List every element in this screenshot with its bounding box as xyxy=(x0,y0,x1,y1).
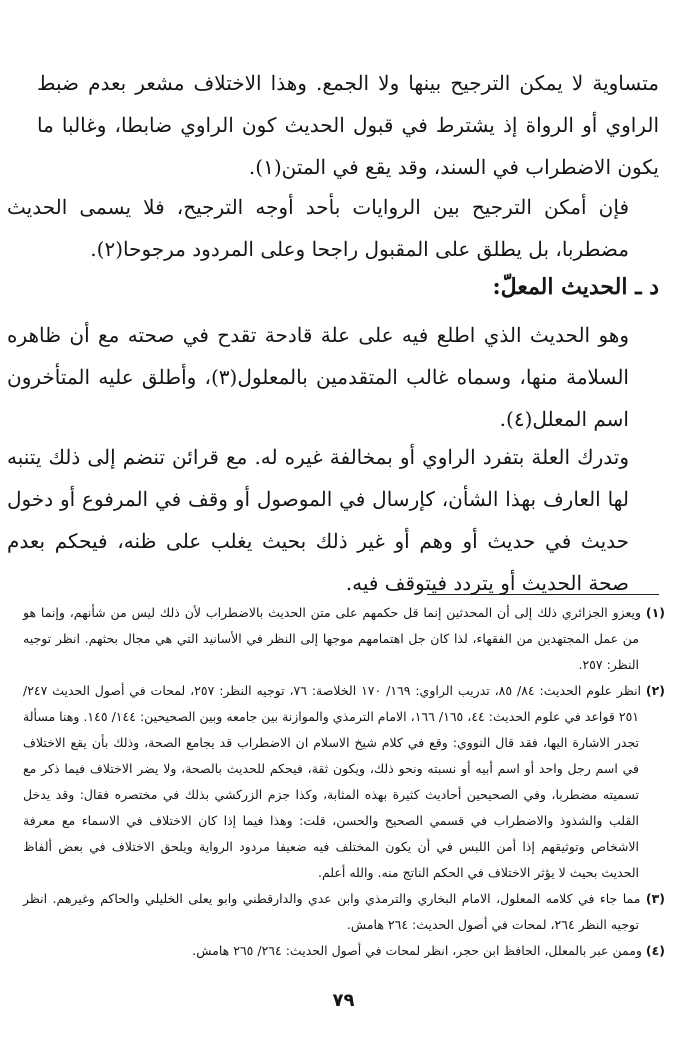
paragraph-idtirab-definition: متساوية لا يمكن الترجيح بينها ولا الجمع. وهذا الاختلاف مشعر بعدم ضبط الراوي أو الرواة إذ يشترط في قبول الحديث كون الراوي ضابطا، وغالبا ما يكون الاضطراب في السند، وقد يقع في المتن(١). xyxy=(37,71,659,179)
footnote-text: مما جاء في كلامه المعلول، الامام البخاري والترمذي وابن عدي والدارقطني وابو يعلى الخليلي والحاكم وغيرهم. انظر توجيه النظر ٢٦٤، لمحات في أصول الحديث: ٢٦٤ هامش. xyxy=(23,891,641,932)
footnote-number: (١) xyxy=(645,605,665,620)
footnote-number: (٣) xyxy=(645,891,665,906)
paragraph-tarjih: فإن أمكن الترجيح بين الروايات بأحد أوجه الترجيح، فلا يسمى الحديث مضطربا، بل يطلق على المقبول راجحا وعلى المردود مرجوحا(٢). xyxy=(7,195,629,261)
footnotes-section xyxy=(23,600,665,964)
footnote-1 xyxy=(23,600,665,678)
footnote-text: انظر علوم الحديث: ٨٤/ ٨٥، تدريب الراوي: ١٦٩/ ١٧٠ الخلاصة: ٧٦، توجيه النظر: ٢٥٧، لمحات في أصول الحديث ٢٤٧/ ٢٥١ قواعد في علوم الحديث: ٤٤، ١٦٥/ ١٦٦، الامام الترمذي والموازنة بين جامعه وبين الصحيحين: ١٤٤/ ١٤٥. وهنا مسألة تجدر الاشارة اليها، فقد قال النووي: وقع في كلام شيخ الاسلام ان الاضطراب قد يجامع الصحة، وذلك بأن يقع الاختلاف في اسم رجل واحد أو اسم أبيه أو نسبته ونحو ذلك، ويكون ثقة، فيحكم للحديث بالصحة، ولا يضر الاختلاف فيما ذكر مع تسميته مضطربا، وفي الصحيحين أحاديث كثيرة بهذه المثابة، وكذا جزم الزركشي بذلك في مختصره فقال: وقد يدخل القلب والشذوذ والاضطراب في قسمي الصحيح والحسن، قلت: وهذا فيما إذا كان الاختلاف في الاسماء مع معرفة الاشخاص وتوثيقهم إذا أمن اللبس في أن يكون المختلف فيه ضعيفا مردود الرواية ويلحق الاختلاف في بعض ألفاظ الحديث بحيث لا يؤثر الاختلاف في الحكم الناتج منه. والله أعلم. xyxy=(23,683,642,880)
paragraph-muall-definition: وهو الحديث الذي اطلع فيه على علة قادحة تقدح في صحته مع أن ظاهره السلامة منها، وسماه غالب المتقدمين بالمعلول(٣)، وأطلق عليه المتأخرون اسم المعلل(٤). xyxy=(7,323,629,431)
footnote-number: (٢) xyxy=(645,683,665,698)
footnote-4 xyxy=(23,938,665,964)
footnote-text: وممن عبر بالمعلل، الحافظ ابن حجر، انظر لمحات في أصول الحديث: ٢٦٤/ ٢٦٥ هامش. xyxy=(192,943,642,958)
footnote-text: ويعزو الجزائري ذلك إلى أن المحدثين إنما قل حكمهم على متن الحديث بالاضطراب لأن ذلك ليس من شأنهم، وإنما هو من عمل المجتهدين من الفقهاء، لذا كان جل اهتمامهم موجها إلى النظر في الأسانيد التي هي مجال بحثهم. انظر توجيه النظر: ٢٥٧. xyxy=(23,605,642,672)
page-number: ٧٩ xyxy=(332,990,355,1011)
section-heading-muall: د ـ الحديث المعلّ: xyxy=(492,274,659,300)
footnote-3 xyxy=(23,886,665,938)
footnote-number: (٤) xyxy=(645,943,665,958)
paragraph-illa-detection: وتدرك العلة بتفرد الراوي أو بمخالفة غيره له. مع قرائن تنضم إلى ذلك يتنبه لها العارف بهذا الشأن، كإرسال في الموصول أو وقف في المرفوع أو دخول حديث في حديث أو وهم أو غير ذلك بحيث يغلب على ظنه، فيحكم بعدم صحة الحديث أو يتردد فيتوقف فيه. xyxy=(7,445,629,595)
footnote-2 xyxy=(23,678,665,886)
footnote-divider xyxy=(427,594,659,595)
